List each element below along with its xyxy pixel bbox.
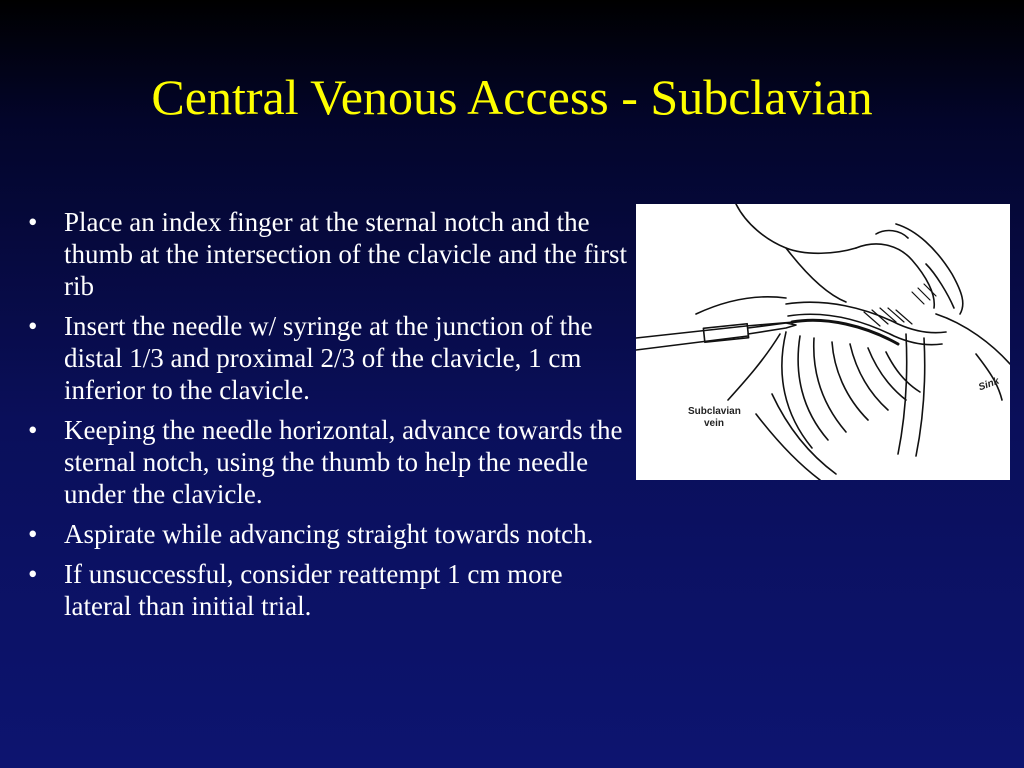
bullet-dot: • bbox=[28, 519, 38, 549]
bullet-item bbox=[28, 558, 628, 622]
bullet-item bbox=[28, 518, 628, 550]
bullet-item bbox=[28, 414, 628, 510]
bullet-item bbox=[28, 206, 628, 302]
slide-title: Central Venous Access - Subclavian bbox=[151, 69, 873, 125]
subclavian-vein-line bbox=[792, 320, 898, 344]
bullet-list bbox=[28, 206, 628, 630]
figure-label-subclavian: Subclavian bbox=[688, 406, 741, 417]
bullet-item bbox=[28, 310, 628, 406]
bullet-text: Place an index finger at the sternal notch and the thumb at the intersection of the clavicle and the first rib bbox=[64, 207, 628, 301]
subclavian-illustration bbox=[636, 204, 1010, 480]
bullet-dot: • bbox=[28, 311, 38, 341]
figure-label-vein: vein bbox=[704, 418, 725, 429]
artist-signature: Sink bbox=[977, 375, 1001, 394]
bullet-text: Keeping the needle horizontal, advance towards the sternal notch, using the thumb to help the needle under the clavicle. bbox=[64, 415, 623, 509]
bullet-dot: • bbox=[28, 559, 38, 589]
bullet-text: Aspirate while advancing straight towards notch. bbox=[64, 519, 594, 549]
finger-outline bbox=[736, 204, 856, 253]
bullet-dot: • bbox=[28, 415, 38, 445]
bullet-text: If unsuccessful, consider reattempt 1 cm more lateral than initial trial. bbox=[64, 559, 563, 621]
illustration-drawing bbox=[636, 204, 1010, 480]
bullet-dot: • bbox=[28, 207, 38, 237]
rib-line bbox=[782, 332, 812, 448]
bullet-text: Insert the needle w/ syringe at the junction of the distal 1/3 and proximal 2/3 of the clavicle, 1 cm inferior to the clavicle. bbox=[64, 311, 593, 405]
label-leader-line bbox=[728, 334, 780, 400]
